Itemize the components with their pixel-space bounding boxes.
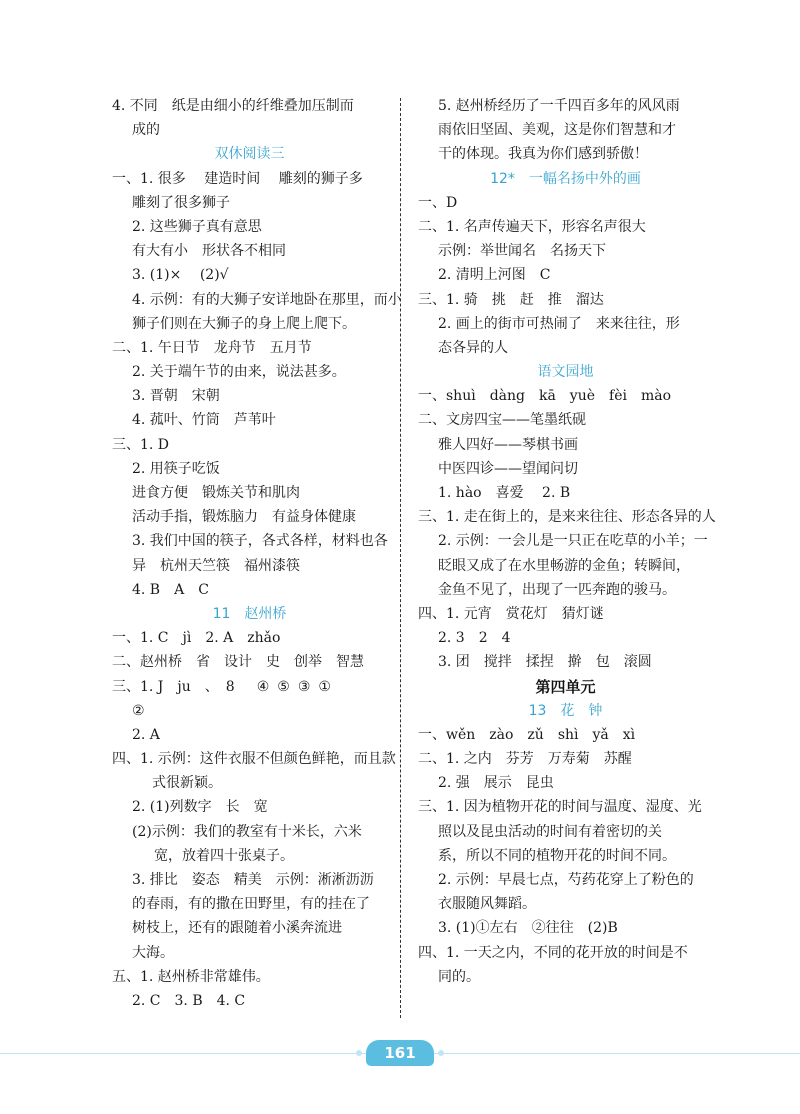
answer-line: 2. A <box>132 726 160 743</box>
answer-line: 照以及昆虫活动的时间有着密切的关 <box>438 823 662 840</box>
answer-line: 2. 这些狮子真有意思 <box>132 218 262 235</box>
answer-line: 一、1. 很多 建造时间 雕刻的狮子多 <box>112 170 363 187</box>
answer-line: 4. 菰叶、竹筒 芦苇叶 <box>132 412 276 429</box>
answer-line: 1. hào 喜爱 2. B <box>438 485 571 501</box>
circled-number: ⑤ <box>277 678 290 695</box>
answer-line: 3. (1)× (2)√ <box>132 267 229 284</box>
page-number: 161 <box>366 1040 434 1066</box>
section-heading: 双休阅读三 <box>214 146 285 163</box>
answer-line: 式很新颖。 <box>152 775 222 792</box>
answer-line: 2. 清明上河图 C <box>438 267 551 284</box>
answer-line: 中医四诊——望闻问切 <box>438 460 578 477</box>
answer-line: 大海。 <box>132 944 174 961</box>
circled-number: ② <box>132 702 145 719</box>
answer-line: 雕刻了很多狮子 <box>132 194 230 211</box>
answer-line: 衣服随风舞蹈。 <box>438 896 536 913</box>
answer-line: 3. 我们中国的筷子，各式各样，材料也各 <box>132 533 388 550</box>
answer-line: 4. B A C <box>132 581 209 598</box>
circled-number: ③ <box>297 678 311 695</box>
answer-line: 2. 用筷子吃饭 <box>132 460 220 477</box>
answer-line: 二、1. 名声传遍天下，形容名声很大 <box>418 218 646 235</box>
answer-line: 五、1. 赵州桥非常雄伟。 <box>112 968 270 985</box>
section-heading: 12* 一幅名扬中外的画 <box>490 170 641 187</box>
answer-line: 示例：举世闻名 名扬天下 <box>438 243 606 260</box>
answer-line: 5. 赵州桥经历了一千四百多年的风风雨 <box>438 98 680 114</box>
answer-line: 活动手指，锻炼脑力 有益身体健康 <box>132 509 356 526</box>
unit-title: 第四单元 <box>535 677 596 696</box>
answer-line: 有大有小 形状各不相同 <box>132 243 286 260</box>
answer-line: 3. 晋朝 宋朝 <box>132 388 220 405</box>
answer-line: 雨依旧坚固、美观，这是你们智慧和才 <box>438 122 676 139</box>
answer-line: 狮子们则在大狮子的身上爬上爬下。 <box>132 315 356 332</box>
answer-line: 2. 画上的街市可热闹了 来来往往，形 <box>438 315 680 332</box>
section-heading: 语文园地 <box>537 364 594 381</box>
answer-line: 四、1. 一天之内，不同的花开放的时间是不 <box>418 944 688 961</box>
answer-line <box>112 699 387 723</box>
answer-line: 四、1. 元宵 赏花灯 猜灯谜 <box>418 605 604 622</box>
answer-line: 四、1. 示例：这件衣服不但颜色鲜艳，而且款 <box>112 751 396 768</box>
answer-line: 金鱼不见了，出现了一匹奔跑的骏马。 <box>438 581 676 598</box>
answer-line: 一、wěn zào zǔ shì yǎ xì <box>418 726 636 743</box>
answer-line: 3. 排比 姿态 精美 示例：淅淅沥沥 <box>132 872 374 888</box>
answer-line: 同的。 <box>438 968 480 985</box>
circled-number: ① <box>318 678 331 695</box>
answer-line: 2. 示例：早晨七点，芍药花穿上了粉色的 <box>438 872 694 888</box>
answer-line: 2. 关于端午节的由来，说法甚多。 <box>132 364 346 381</box>
left-answer-column <box>112 94 402 1013</box>
answer-line: 2. (1)列数字 长 宽 <box>132 799 268 816</box>
answer-line: (2)示例：我们的教室有十米长，六米 <box>132 823 362 840</box>
answer-line: 2. 强 展示 昆虫 <box>438 775 554 792</box>
answer-line: 三、1. 骑 挑 赶 推 溜达 <box>418 291 604 308</box>
answer-line: 二、1. 午日节 龙舟节 五月节 <box>112 339 312 356</box>
answer-line: 进食方便 锻炼关节和肌肉 <box>132 485 300 501</box>
circled-number: ④ <box>256 678 270 695</box>
answer-line: 一、D <box>418 194 458 211</box>
answer-line: 三、1. D <box>112 436 170 453</box>
answer-line: 态各异的人 <box>438 339 508 356</box>
section-heading: 11 赵州桥 <box>212 605 287 622</box>
answer-line: 树枝上，还有的跟随着小溪奔流进 <box>132 920 342 937</box>
answer-line: 2. 3 2 4 <box>438 630 511 647</box>
answer-line: 2. 示例：一会儿是一只正在吃草的小羊；一 <box>438 533 708 550</box>
answer-line <box>112 675 387 699</box>
answer-text: 三、1. J ju 、 8 <box>112 678 235 695</box>
answer-line: 异 杭州天竺筷 福州漆筷 <box>132 557 300 574</box>
right-answer-column <box>418 94 716 989</box>
answer-line: 雅人四好——琴棋书画 <box>438 436 578 453</box>
answer-line: 4. 不同 纸是由细小的纤维叠加压制而 <box>112 98 354 114</box>
answer-line: 眨眼又成了在水里畅游的金鱼；转瞬间， <box>438 557 690 574</box>
answer-line: 二、赵州桥 省 设计 史 创举 智慧 <box>112 654 364 671</box>
answer-line: 3. (1)①左右 ②往往 (2)B <box>438 920 618 937</box>
answer-line: 4. 示例：有的大狮子安详地卧在那里，而小 <box>132 291 402 308</box>
answer-line: 系，所以不同的植物开花的时间不同。 <box>438 847 676 864</box>
column-divider <box>400 98 401 1018</box>
answer-line: 干的体现。我真为你们感到骄傲！ <box>438 146 648 163</box>
answer-line: 二、1. 之内 芬芳 万寿菊 苏醒 <box>418 751 632 768</box>
answer-line: 一、1. C jì 2. A zhǎo <box>112 630 281 647</box>
answer-line: 宽，放着四十张桌子。 <box>154 847 294 864</box>
answer-line: 二、文房四宝——笔墨纸砚 <box>418 412 586 429</box>
answer-line: 的春雨，有的撒在田野里，有的挂在了 <box>132 896 370 913</box>
answer-line: 3. 团 搅拌 揉捏 擀 包 滚圆 <box>438 654 652 671</box>
answer-line: 三、1. 走在街上的，是来来往往、形态各异的人 <box>418 509 716 526</box>
answer-line: 三、1. 因为植物开花的时间与温度、湿度、光 <box>418 799 702 816</box>
section-heading: 13 花 钟 <box>528 702 603 719</box>
answer-line: 一、shuì dàng kā yuè fèi mào <box>418 388 672 405</box>
answer-line: 成的 <box>132 122 160 139</box>
answer-line: 2. C 3. B 4. C <box>132 992 246 1009</box>
